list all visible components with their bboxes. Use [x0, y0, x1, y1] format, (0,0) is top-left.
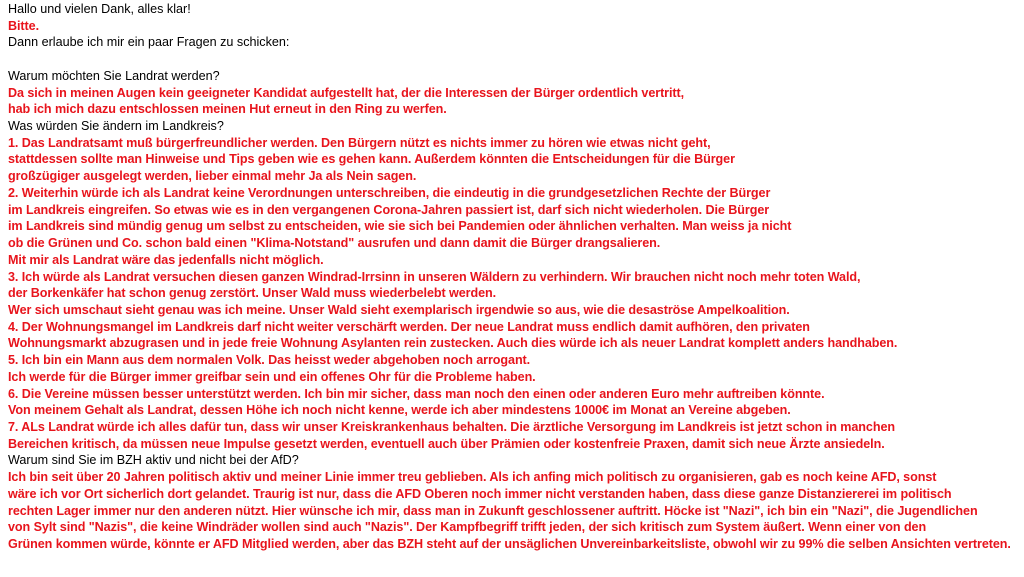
answer-line: 3. Ich würde als Landrat versuchen diesen ganzen Windrad-Irrsinn in unseren Wäldern zu verhindern. Wir brauchen nicht noch mehr toten Wald, [8, 269, 861, 284]
answer-line: im Landkreis sind mündig genug um selbst zu entscheiden, wie sie sich bei Pandemien oder ähnlichen verhalten. Man weiss ja nicht [8, 219, 792, 234]
answer-line: Bereichen kritisch, da müssen neue Impulse gesetzt werden, eventuell auch über Prämien oder kostenfreie Praxen, damit sich neue Ärzte ansiedeln. [8, 436, 885, 451]
answer-line: 1. Das Landratsamt muß bürgerfreundlicher werden. Den Bürgern nützt es nichts immer zu hören wie etwas nicht geht, [8, 135, 711, 150]
answer-line: Bitte. [8, 18, 40, 33]
question-line: Warum möchten Sie Landrat werden? [8, 68, 220, 83]
answer-line: Von meinem Gehalt als Landrat, dessen Höhe ich noch nicht kenne, werde ich aber mindestens 1000€ im Monat an Vereine abgeben. [8, 403, 791, 418]
answer-line: 7. ALs Landrat würde ich alles dafür tun, dass wir unser Kreiskrankenhaus behalten. Die ärztliche Versorgung im Landkreis ist jetzt schon in manchen [8, 419, 895, 434]
answer-line: Ich werde für die Bürger immer greifbar sein und ein offenes Ohr für die Probleme haben. [8, 369, 536, 384]
answer-line: wäre ich vor Ort sicherlich dort gelandet. Traurig ist nur, dass die AFD Oberen noch immer nicht verstanden haben, dass diese ganze Distanziererei im politisch [8, 486, 952, 501]
answer-line: ob die Grünen und Co. schon bald einen "Klima-Notstand" ausrufen und dann damit die Bürger drangsalieren. [8, 236, 661, 251]
document-body [8, 1, 1020, 553]
answer-line: Da sich in meinen Augen kein geeigneter Kandidat aufgestellt hat, der die Interessen der Bürger ordentlich vertritt, [8, 85, 685, 100]
answer-line: 4. Der Wohnungsmangel im Landkreis darf nicht weiter verschärft werden. Der neue Landrat muss endlich damit aufhören, den privaten [8, 319, 810, 334]
answer-line: großzügiger ausgelegt werden, lieber einmal mehr Ja als Nein sagen. [8, 169, 417, 184]
answer-line: von Sylt sind "Nazis", die keine Windräder wollen sind auch "Nazis". Der Kampfbegriff trifft jeden, der sich kritisch zum System äußert. Wenn einer von den [8, 520, 927, 535]
answer-line: 6. Die Vereine müssen besser unterstützt werden. Ich bin mir sicher, dass man noch den einen oder anderen Euro mehr auftreiben könnte. [8, 386, 825, 401]
greeting-line: Hallo und vielen Dank, alles klar! [8, 2, 191, 16]
blank-line [8, 51, 1020, 68]
answer-line: Wohnungsmarkt abzugrasen und in jede freie Wohnung Asylanten rein zustecken. Auch dies würde ich als neuer Landrat komplett anders handhaben. [8, 336, 898, 351]
answer-line: 2. Weiterhin würde ich als Landrat keine Verordnungen unterschreiben, die eindeutig in die grundgesetzlichen Rechte der Bürger [8, 185, 771, 200]
answer-line: hab ich mich dazu entschlossen meinen Hut erneut in den Ring zu werfen. [8, 102, 447, 117]
answer-line: Wer sich umschaut sieht genau was ich meine. Unser Wald sieht exemplarisch irgendwie so aus, wie die desaströse Ampelkoalition. [8, 302, 790, 317]
answer-line: stattdessen sollte man Hinweise und Tips geben wie es gehen kann. Außerdem könnten die Entscheidungen für die Bürger [8, 152, 735, 167]
answer-line: Grünen kommen würde, könnte er AFD Mitglied werden, aber das BZH steht auf der unsäglichen Unvereinbarkeitsliste, obwohl wir zu 99% die selben Ansichten vertreten. [8, 537, 1011, 551]
question-line: Warum sind Sie im BZH aktiv und nicht bei der AfD? [8, 453, 299, 468]
answer-line: Mit mir als Landrat wäre das jedenfalls nicht möglich. [8, 252, 324, 267]
answer-line: Ich bin seit über 20 Jahren politisch aktiv und meiner Linie immer treu geblieben. Als ich anfing mich politisch zu organisieren, gab es noch keine AFD, sonst [8, 470, 937, 485]
answer-line: der Borkenkäfer hat schon genug zerstört. Unser Wald muss wiederbelebt werden. [8, 286, 497, 301]
answer-line: im Landkreis eingreifen. So etwas wie es in den vergangenen Corona-Jahren passiert ist, darf sich nicht wiederholen. Die Bürger [8, 202, 770, 217]
answer-line: 5. Ich bin ein Mann aus dem normalen Volk. Das heisst weder abgehoben noch arrogant. [8, 353, 531, 368]
intro-line: Dann erlaube ich mir ein paar Fragen zu schicken: [8, 35, 290, 50]
answer-line: rechten Lager immer nur den anderen nützt. Hier wünsche ich mir, dass man in Zukunft geschlossener auftritt. Höcke ist "Nazi", ich bin ein "Nazi", die Jugendlichen [8, 503, 978, 518]
question-line: Was würden Sie ändern im Landkreis? [8, 119, 224, 134]
